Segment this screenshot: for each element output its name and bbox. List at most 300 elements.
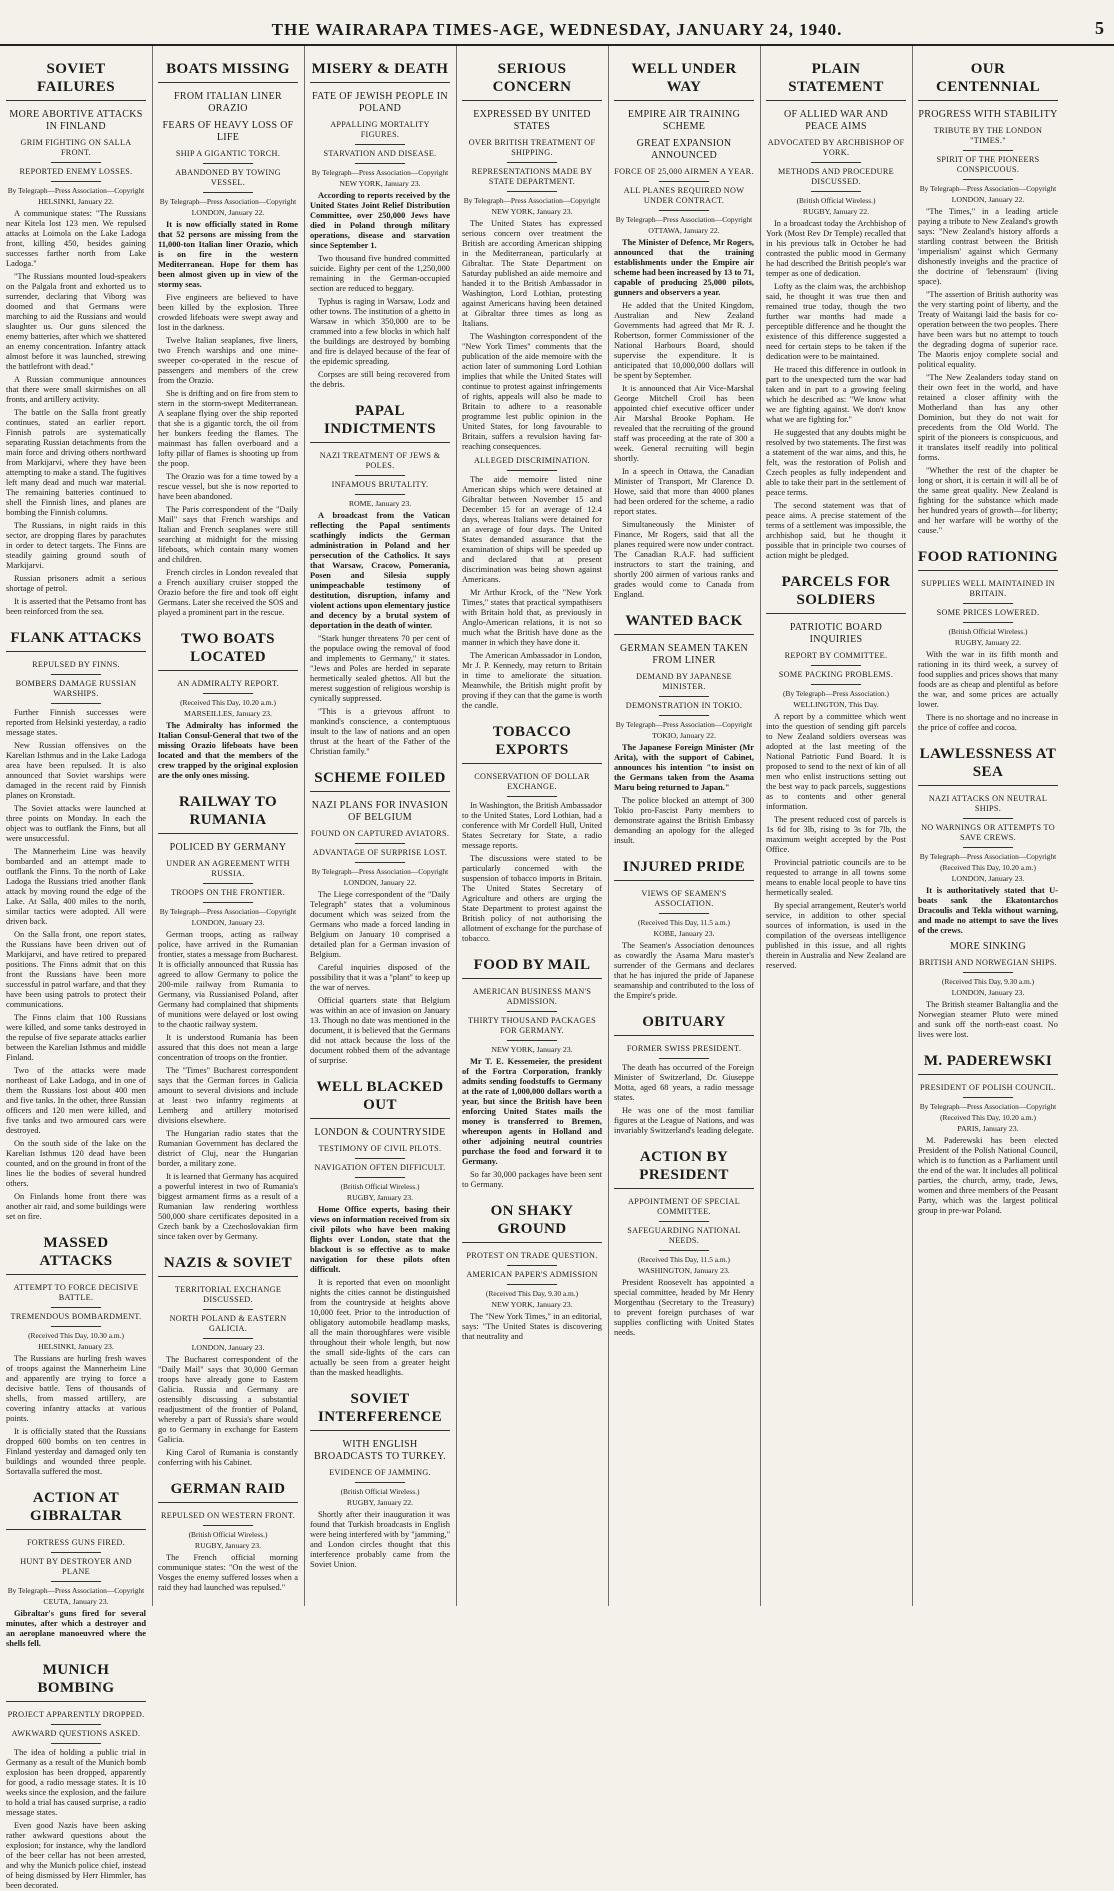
deck: TREMENDOUS BOMBARDMENT. (10, 1312, 142, 1321)
dateline: RUGBY, January 23. (194, 1541, 262, 1550)
deck: VIEWS OF SEAMEN'S ASSOCIATION. (641, 889, 727, 908)
divider (507, 1265, 557, 1266)
deck: ATTEMPT TO FORCE DECISIVE BATTLE. (13, 1283, 139, 1302)
paragraph-lead: A broadcast from the Vatican reflecting the Papal sentiments scathingly indicts the German administration in Poland and her persecution of the Catholics. It says that Warsaw, Cracow, Pomerania, Posen and Silesia supply unimpeachable testimony of destitution, disruption, infamy and violent actions upon elementary justice and decency by a brutal system of deportation in the death of winter. (310, 511, 450, 630)
deck: AWKWARD QUESTIONS ASKED. (11, 1729, 141, 1738)
byline: (Received This Day, 11.5 a.m.) (638, 918, 730, 927)
paragraph: "Whether the rest of the chapter be long or short, it is certain it will all be of the same great quality. New Zealand is fighting for the substance which made her hundred years of growth—for liberty; and her warfare will be worthy of the cause." (918, 466, 1058, 535)
paragraph: A communique states: "The Russians near Kitela lost 123 men. We repulsed attacks at Loimola on the Lake Ladoga front, killing 450, besides gaining successes farther north from Lake Ladoga." (6, 209, 146, 268)
byline: By Telegraph—Press Association—Copyright (311, 867, 449, 876)
headline: SOVIET FAILURES (6, 60, 146, 101)
divider (355, 163, 405, 164)
divider (203, 192, 253, 193)
divider (203, 163, 253, 164)
dateline: CEUTA, January 23. (43, 1597, 109, 1606)
headline: RAILWAY TO RUMANIA (158, 793, 298, 834)
column-2 (158, 48, 298, 1606)
headline: MISERY & DEATH (310, 60, 450, 83)
deck: PRESIDENT OF POLISH COUNCIL. (919, 1083, 1057, 1092)
byline: By Telegraph—Press Association—Copyright (919, 1102, 1057, 1111)
divider (203, 1338, 253, 1339)
byline: (Received This Day, 9.30 a.m.) (485, 1289, 579, 1298)
deck: DEMAND BY JAPANESE MINISTER. (636, 672, 732, 691)
divider (355, 862, 405, 863)
byline: (Received This Day, 10.20 a.m.) (940, 1113, 1036, 1122)
column-rule (608, 46, 609, 1606)
paragraph: The "New York Times," in an editorial, says: "The United States is discovering that neutrality and (462, 1312, 602, 1341)
paragraph: "The New Zealanders today stand on their own feet in the world, and have retained a closer affinity with the Motherland than has any other Dominion, but they do not wait for precedents from the Old World. The spirit of the pioneers is conspicuous, and it translates itself readily into political forms. (918, 373, 1058, 462)
divider (659, 1058, 709, 1059)
page-number: 5 (1095, 18, 1104, 38)
divider (51, 674, 101, 675)
subheadline: MORE ABORTIVE ATTACKS IN FINLAND (9, 109, 143, 132)
column-4 (462, 48, 602, 1606)
paragraph: The present reduced cost of parcels is 1s 6d for 3lb, rising to 3s for 7lb, the maximum weight accepted by the Post Office. (766, 815, 906, 854)
deck: SUPPLIES WELL MAINTAINED IN BRITAIN. (921, 579, 1055, 598)
byline: (By Telegraph—Press Association.) (783, 689, 889, 698)
deck: NORTH POLAND & EASTERN GALICIA. (169, 1314, 287, 1333)
column-rule (304, 46, 305, 1606)
deck: ADVOCATED BY ARCHBISHOP OF YORK. (767, 138, 905, 157)
paragraph: The American Ambassador in London, Mr J. P. Kennedy, may return to Britain in time to ameliorate the situation. Meanwhile, the British might profit by proving if they can that the game is worth the candle. (462, 651, 603, 710)
deck: STARVATION AND DISEASE. (323, 149, 437, 158)
deck: AMERICAN PAPER'S ADMISSION (466, 1270, 598, 1279)
paragraph: Russian prisoners admit a serious shortage of petrol. (6, 574, 146, 593)
paragraph: It is learned that Germany has acquired a powerful interest in two of Rumania's biggest armament firms as a result of a Rumanian law rendering worthless 500,000 share certificates deposited in a Czech bank by a Czechoslovakian firm since taken over by Germany. (158, 1172, 298, 1241)
paragraph: It is reported that even on moonlight nights the cities cannot be distinguished from the countryside at heights above 10,000 feet. Prior to the introduction of obligatory automobile headlamp masks, all the main thoroughfares were visible throughout their whole length, but now the small side-lights of the cars can actually be seen from a greater height than the masked headlights. (310, 1278, 450, 1377)
divider (811, 191, 861, 192)
dateline: WASHINGTON, January 23. (638, 1266, 730, 1275)
deck: PROJECT APPARENTLY DROPPED. (7, 1710, 145, 1719)
paragraph: German troops, acting as railway police, have arrived in the Rumanian frontier, states a message from Bucharest. It is officially announced that Russia has agreed to allow Germany to police the 200-mile railway from Rumania to Germany, via Russianised Poland, after Germany had complained that shipments of munitions were delayed or lost owing to the chaotic railway system. (158, 930, 298, 1029)
divider (51, 1581, 101, 1582)
divider (963, 847, 1013, 848)
dateline: LONDON, January 22. (343, 878, 417, 887)
dateline: OTTAWA, January 22. (648, 226, 720, 235)
divider (203, 883, 253, 884)
paragraph: She is drifting and on fire from stem to stern in the storm-swept Mediterranean. A seaplane flying over the ship reported that she is a gigantic torch, the oil from her bunkers feeding the flames. The mainmast has fallen overboard and a lofty pillar of flames is shooting up from the poop. (158, 389, 298, 468)
paragraph: The Russians, in night raids in this sector, are dropping flares by parachutes in order to detect targets. The Finns are steadily gaining ground south of Markijarvi. (6, 521, 146, 570)
byline: By Telegraph—Press Association—Copyright (615, 720, 753, 729)
divider (659, 913, 709, 914)
headline: ON SHAKY GROUND (462, 1202, 602, 1243)
paragraph: Two thousand five hundred committed suicide. Eighty per cent of the 1,250,000 remaining in the German-occupied section are reduced to beggary. (310, 254, 450, 293)
column-rule (456, 46, 457, 1606)
divider (51, 703, 101, 704)
paragraph: The Mannerheim Line was heavily bombarded and an attempt made to outflank the Finns. To the north of Lake Ladoga the Russians tried another flank attack by moving round the edge of the Lake. At Salla, 400 miles to the north, similar tactics were adopted. All were driven back. (6, 847, 146, 926)
divider (507, 162, 557, 163)
deck: TROOPS ON THE FRONTIER. (170, 888, 286, 897)
headline: SOVIET INTERFERENCE (310, 1390, 450, 1431)
divider (507, 1284, 557, 1285)
dateline: RUGBY, January 22. (802, 207, 870, 216)
paragraph: There is no shortage and no increase in the price of coffee and cocoa. (918, 713, 1058, 732)
divider (963, 179, 1013, 180)
byline: (British Official Wireless.) (188, 1530, 268, 1539)
paragraph: French circles in London revealed that a French auxiliary cruiser stopped the Orazio before the fire and took off eight Germans. Later she received the SOS and played a prominent part in the rescue. (158, 568, 298, 617)
paragraph-lead: It is authoritatively stated that U-boats sank the Ekatontarchos Dracoulis and Tekla without warning, and made no attempt to save the lives of the crews. (918, 886, 1058, 935)
divider (507, 1011, 557, 1012)
paragraph: He added that the United Kingdom, Australian and New Zealand Governments had agreed that Mr R. J. Robertson, former Commissioner of the National Harbours Board, should supervise the expenditure. It is anticipated that 10,000,000 dollars will be spent by September. (614, 301, 754, 380)
paragraph-lead: According to reports received by the United States Joint Relief Distribution Committee, over 250,000 Jews have died in Poland through military operations, disease and starvation since September 1. (310, 191, 450, 250)
deck: REPORTED ENEMY LOSSES. (19, 167, 133, 176)
paragraph: Lofty as the claim was, the archbishop said, he thought it was true then and remained true today, though the two further war months had made a perceptible difference and he thought the existence of this difference suggested a need for certain steps to be taken if the dedication were to be maintained. (766, 282, 906, 361)
divider (659, 181, 709, 182)
paragraph: M. Paderewski has been elected President of the Polish National Council, which is to function as a Parliament until the end of the war. It includes all political parties, the church, army, trade, Jews, women and three members of the Peasant Party, which was the largest political group in pre-war Poland. (918, 1136, 1058, 1215)
column-3 (310, 48, 450, 1606)
deck: FOUND ON CAPTURED AVIATORS. (310, 829, 450, 838)
paragraph: The battle on the Salla front greatly continues, stated an earlier report. Finnish patrols are systematically separating Russian detachments from the main force and driving others northward from Markijarvi, where they have been attempting to make a stand. The fugitives left many dead and much war material. The remaining batteries continued to shell the Finnish lines, and planes are bombing the Finnish columns. (6, 408, 146, 517)
divider (355, 144, 405, 145)
dateline: LONDON, January 22. (951, 195, 1025, 204)
paragraph: He was one of the most familiar figures at the League of Nations, and was invariably Switzerland's leading delegate. (614, 1106, 754, 1135)
headline: SERIOUS CONCERN (462, 60, 602, 101)
masthead (0, 0, 1114, 46)
headline: ACTION BY PRESIDENT (614, 1148, 754, 1189)
column-6 (766, 48, 906, 1606)
dateline: NEW YORK, January 23. (491, 1045, 573, 1054)
headline: GERMAN RAID (158, 1480, 298, 1503)
deck: SOME PRICES LOWERED. (936, 608, 1040, 617)
paragraph: "The Russians mounted loud-speakers on the Palgala front and exhorted us to surrender, declaring that Viborg was doomed and that Germans were marching to aid the Russians and would slaughter us. Our guns silenced the enemy batteries, after which we shattered an enemy concentration. Infantry attack almost before it was launched, strewing the battlefront with dead." (6, 272, 146, 371)
byline: By Telegraph—Press Association—Copyright (919, 184, 1057, 193)
byline: (British Official Wireless.) (948, 627, 1028, 636)
deck: REPULSED ON WESTERN FRONT. (161, 1511, 295, 1520)
paragraph-lead: Home Office experts, basing their views on information received from six civil pilots who have been making flights over London, state that the blackout is so effective as to make navigation for these pilots often difficult. (310, 1205, 450, 1274)
divider (507, 1040, 557, 1041)
divider (51, 1552, 101, 1553)
divider (963, 972, 1013, 973)
divider (659, 715, 709, 716)
divider (963, 150, 1013, 151)
column-rule (760, 46, 761, 1606)
divider (51, 1307, 101, 1308)
divider (659, 696, 709, 697)
paragraph: The second statement was that of peace aims. A precise statement of the terms of a settlement was impossible, the archbishop said, but he thought it possible that in principle two courses of action might be pledged. (766, 501, 906, 560)
divider (355, 843, 405, 844)
paragraph-lead: The Admiralty has informed the Italian Consul-General that two of the missing Orazio lifeboats have been located and that the members of the crew trapped by the original explosion are the only ones missing. (158, 721, 298, 780)
paragraph: The Seamen's Association denounces as cowardly the Asama Maru master's surrender of the Germans and declares that he has injured the pride of Japanese seamanship and contributed to the loss of the Empire's pride. (614, 941, 754, 1000)
subheadline: NAZI PLANS FOR INVASION OF BELGIUM (311, 800, 449, 823)
deck: INFAMOUS BRUTALITY. (331, 480, 429, 489)
deck: HUNT BY DESTROYER AND PLANE (20, 1557, 132, 1576)
paragraph: Typhus is raging in Warsaw, Lodz and other towns. The institution of a ghetto in Warsaw in which 350,000 are to be crammed into a few blocks in which half the buildings are destroyed by bombing and fire is delayed because of the fear of the epidemic spreading. (310, 297, 450, 366)
deck: NAVIGATION OFTEN DIFFICULT. (314, 1163, 446, 1172)
deck: REPORT BY COMMITTEE. (784, 651, 888, 660)
divider (507, 470, 557, 471)
paragraph: "The assertion of British authority was the very starting point of liberty, and the Treaty of Waitangi laid the basis for co-operation between the two peoples. There have been wars but no attempt to touch the degrading dogma of superior race. The Maoris enjoy complete social and political equality. (918, 290, 1058, 369)
paragraph-lead: It is now officially stated in Rome that 52 persons are missing from the 11,000-ton Italian liner Orazio, which is on fire in the western Mediterranean. Hope for them has been almost given up in view of the stormy seas. (158, 220, 298, 289)
paragraph: The Liege correspondent of the "Daily Telegraph" states that a voluminous document which was seized from the Germans who made a forced landing in Belgium on January 10 comprised a detailed plan for a German invasion of Belgium. (310, 890, 450, 959)
paragraph: A report by a committee which went into the question of sending gift parcels to New Zealand soldiers overseas was adopted at the last meeting of the National Patriotic Fund Board. It is proposed to send to the next of kin of all men who enlist instructions setting out the best way to pack parcels, suggestions as to contents and other general information. (766, 712, 906, 811)
paragraph: It is announced that Air Vice-Marshal George Mitchell Croil has been appointed chief executive officer under Air Marshal Brooke Popham. He revealed that the recruiting of the ground staff was proceeding at the rate of 300 a week. General recruiting will begin shortly. (614, 384, 754, 463)
dateline: RUGBY, January 22. (954, 638, 1022, 647)
column-1 (6, 48, 146, 1890)
paragraph: Even good Nazis have been asking rather awkward questions about the explosion; for instance, why the landlord of the beer cellar has not been arrested, and why the Munich police chief, instead of being dismissed by Herr Himmler, has been decorated. (6, 1821, 146, 1890)
deck: OVER BRITISH TREATMENT OF SHIPPING. (468, 138, 596, 157)
dateline: NEW YORK, January 23. (491, 1300, 573, 1309)
dateline: PARIS, January 23. (957, 1124, 1019, 1133)
deck: ALL PLANES REQUIRED NOW UNDER CONTRACT. (623, 186, 745, 205)
headline: ACTION AT GIBRALTAR (6, 1489, 146, 1530)
headline: TWO BOATS LOCATED (158, 630, 298, 671)
byline: By Telegraph—Press Association—Copyright (7, 186, 145, 195)
headline: M. PADEREWSKI (918, 1052, 1058, 1075)
subheadline: EXPRESSED BY UNITED STATES (473, 109, 591, 132)
deck: GRIM FIGHTING ON SALLA FRONT. (20, 138, 132, 157)
dateline: HELSINKI, January 23. (38, 1342, 114, 1351)
headline: TOBACCO EXPORTS (462, 723, 602, 764)
subheadline: WITH ENGLISH BROADCASTS TO TURKEY. (314, 1439, 446, 1462)
deck: FORMER SWISS PRESIDENT. (626, 1044, 742, 1053)
paragraph: It is officially stated that the Russians dropped 600 bombs on ten centres in Finland yesterday and damaged only ten buildings and wounded three people. Sortavalla suffered the most. (6, 1427, 146, 1476)
dateline: NEW YORK, January 23. (339, 179, 421, 188)
divider (355, 1482, 405, 1483)
paragraph: With the war in its fifth month and rationing in its third week, a survey of food supplies and prices shows that many foods are as cheap and plentiful as before the war, and some prices are actually lower. (918, 650, 1058, 709)
paragraph: On Finlands home front there was another air raid, and some buildings were set on fire. (6, 1192, 146, 1221)
deck: EVIDENCE OF JAMMING. (329, 1468, 431, 1477)
paragraph: Provincial patriotic councils are to be requested to arrange in all towns some means to enable local people to have tins hermetically sealed. (766, 858, 906, 897)
headline: PAPAL INDICTMENTS (310, 402, 450, 443)
divider (51, 1326, 101, 1327)
paragraph: The Washington correspondent of the "New York Times" comments that the publication of the aide memoire with the action later of summoning Lord Lothian implies that while the United States will continue to protest against infringements of rights, appeals will also be made to Britain to adhere to a reasonable programme lest public opinion in the United States, for long favourable to Britain, suffers a revulsion having far-reaching consequences. (462, 332, 602, 451)
paragraph: "Stark hunger threatens 70 per cent of the populace owing the removal of food and implements to Germany," it states. "Jews and Poles are herded in separate hermetically sealed ghettos. All but the merest suggestion of religious worship is cynically suppressed. (310, 634, 450, 703)
divider (659, 210, 709, 211)
divider (963, 622, 1013, 623)
subheadline: FROM ITALIAN LINER ORAZIO (174, 91, 282, 114)
paragraph: By special arrangement, Reuter's world service, in addition to other special sources of information, is used in the compilation of the overseas intelligence published in this issue, and all rights therein in Australia and New Zealand are reserved. (766, 901, 906, 970)
deck: TESTIMONY OF CIVIL PILOTS. (318, 1144, 442, 1153)
paragraph: A Russian communique announces that there were small skirmishes on all fronts, and artillery activity. (6, 375, 146, 404)
subheadline: MORE SINKING (949, 941, 1027, 952)
divider (51, 1743, 101, 1744)
paragraph: The Finns claim that 100 Russians were killed, and some tanks destroyed in the repulse of five separate attacks earlier between the Karelian Isthmus and middle Finland. (6, 1013, 146, 1062)
paragraph: King Carol of Rumania is constantly conferring with his Cabinet. (158, 1448, 298, 1467)
deck: AN ADMIRALTY REPORT. (177, 679, 279, 688)
paragraph: Two of the attacks were made northeast of Lake Ladoga, and in one of them the Russians lost about 400 men and five tanks. In the other, three Russian officers and 120 men were killed, and five tanks and two armoured cars were destroyed. (6, 1066, 146, 1135)
deck: SPIRIT OF THE PIONEERS CONSPICUOUS. (936, 155, 1040, 174)
headline: OBITUARY (614, 1013, 754, 1036)
divider (507, 191, 557, 192)
byline: By Telegraph—Press Association—Copyright (919, 852, 1057, 861)
paragraph: Careful inquiries disposed of the possibility that it was a "plant" to keep up the war of nerves. (310, 963, 450, 992)
byline: By Telegraph—Press Association—Copyright (463, 196, 601, 205)
paragraph: The police blocked an attempt of 300 Tokio pro-Fascist Party members to demonstrate against the British Embassy demanding an apology for the alleged insult. (614, 796, 754, 845)
deck: CONSERVATION OF DOLLAR EXCHANGE. (474, 772, 590, 791)
subheadline: EMPIRE AIR TRAINING SCHEME (627, 109, 741, 132)
paragraph-lead: Mr T. E. Kessemeier, the president of the Fortra Corporation, frankly admits sending foodstuffs to Germany at the rate of 1,000,000 dollars worth a year, but since the British have been enforcing United States mails the money is transferred to Bremen, whereupon agents in Holland and other adjoining neutral countries purchase the food and forward it to Germany. (462, 1057, 602, 1166)
deck: NO WARNINGS OR ATTEMPTS TO SAVE CREWS. (921, 823, 1055, 842)
dateline: RUGBY, January 23. (346, 1193, 414, 1202)
deck: ABANDONED BY TOWING VESSEL. (175, 168, 281, 187)
dateline: RUGBY, January 22. (346, 1498, 414, 1507)
subheadline: FEARS OF HEAVY LOSS OF LIFE (162, 120, 294, 143)
deck: SHIP A GIGANTIC TORCH. (175, 149, 281, 158)
deck: DEMONSTRATION IN TOKIO. (625, 701, 743, 710)
byline: By Telegraph—Press Association—Copyright (7, 1586, 145, 1595)
byline: (Received This Day, 9.30 a.m.) (941, 977, 1035, 986)
subheadline: FATE OF JEWISH PEOPLE IN POLAND (312, 91, 448, 114)
subheadline: GREAT EXPANSION ANNOUNCED (636, 138, 732, 161)
masthead-title: THE WAIRARAPA TIMES-AGE, WEDNESDAY, JANUARY 24, 1940. (271, 20, 843, 39)
deck: FORTRESS GUNS FIRED. (26, 1538, 126, 1547)
dateline: LONDON, January 23. (191, 1343, 265, 1352)
paragraph: "This is a grievous affront to mankind's conscience, a contemptuous insult to the law of nations and an open thrust at the heart of the Father of the Christian family." (310, 707, 450, 756)
headline: PARCELS FOR SOLDIERS (766, 573, 906, 614)
deck: BRITISH AND NORWEGIAN SHIPS. (918, 958, 1058, 967)
deck: BOMBERS DAMAGE RUSSIAN WARSHIPS. (15, 679, 137, 698)
headline: FLANK ATTACKS (6, 629, 146, 652)
deck: AMERICAN BUSINESS MAN'S ADMISSION. (472, 987, 592, 1006)
deck: FORCE OF 25,000 AIRMEN A YEAR. (614, 167, 754, 176)
paragraph: New Russian offensives on the Karelian Isthmus and in the Lake Ladoga area have been repulsed. It is also announced that Soviet warships were damaged in the recent raid by Finnish planes on Kronstadt. (6, 741, 146, 800)
divider (355, 1177, 405, 1178)
deck: TERRITORIAL EXCHANGE DISCUSSED. (174, 1285, 282, 1304)
divider (659, 1250, 709, 1251)
divider (811, 162, 861, 163)
paragraph: The United States has expressed serious concern over treatment the British are according American shipping in the Mediterranean, particularly at Gibraltar. The State Department on Saturday published an aide memoire and handed it to the British Ambassador in Washington, Lord Lothian, protesting against Americans having been detained at Gibraltar three times as long as Italians. (462, 219, 602, 328)
paragraph: On the south side of the lake on the Karelian Isthmus 120 dead have been counted, and on the ground in front of the lines lie the bodies of several hundred others. (6, 1139, 146, 1188)
divider (963, 603, 1013, 604)
paragraph: Corpses are still being recovered from the debris. (310, 370, 450, 389)
headline: WELL BLACKED OUT (310, 1078, 450, 1119)
deck: APPOINTMENT OF SPECIAL COMMITTEE. (628, 1197, 740, 1216)
headline: PLAIN STATEMENT (766, 60, 906, 101)
headline: LAWLESSNESS AT SEA (918, 745, 1058, 786)
paragraph-lead: The Minister of Defence, Mr Rogers, announced that the training establishments under the Empire air scheme had been increased by 13 to 71, capable of producing 25,000 pilots, gunners and observers a year. (614, 238, 754, 297)
divider (203, 1309, 253, 1310)
paragraph: Shortly after their inauguration it was found that Turkish broadcasts in English were being interfered with by "jamming," and London circles thought that this interference probably came from the Soviet Union. (310, 1510, 450, 1569)
dateline: ROME, January 23. (348, 499, 412, 508)
dateline: LONDON, January 23. (191, 918, 265, 927)
headline: FOOD RATIONING (918, 548, 1058, 571)
paragraph: Further Finnish successes were reported from Helsinki yesterday, a radio message states. (6, 708, 146, 737)
paragraph: On the Salla front, one report states, the Russians have been driven out of Markijarvi, and have retired to prepared positions. The Finns admit that on this front the Russians have been more successful in patrol warfare, and that they have been using patrols to protect their communications. (6, 930, 146, 1009)
paragraph-lead: The Japanese Foreign Minister (Mr Arita), with the support of Cabinet, announces his intention "to insist on the Germans taken from the Asama Maru being returned to Japan." (614, 743, 754, 792)
deck: METHODS AND PROCEDURE DISCUSSED. (778, 167, 894, 186)
divider (355, 1158, 405, 1159)
subheadline: GERMAN SEAMEN TAKEN FROM LINER (619, 643, 749, 666)
paragraph: Simultaneously the Minister of Finance, Mr Rogers, said that all the planes required were now under contract. The Canadian R.A.F. had sufficient instructors to start the training, and shortly 200 airmen of various ranks and grades would come to Canada from England. (614, 520, 754, 599)
headline: INJURED PRIDE (614, 858, 754, 881)
deck: APPALLING MORTALITY FIGURES. (330, 120, 430, 139)
paragraph: Official quarters state that Belgium was within an ace of invasion on January 13. Though no date was mentioned in the document, it is believed that the Germans did not attack because the loss of the document robbed them of the advantage of surprise. (310, 996, 450, 1065)
byline: (British Official Wireless.) (340, 1182, 420, 1191)
divider (51, 181, 101, 182)
paragraph: The death has occurred of the Foreign Minister of Switzerland, Dr. Giuseppe Motta, aged 68 years, a radio message states. (614, 1063, 754, 1102)
column-7 (918, 48, 1058, 1606)
divider (963, 818, 1013, 819)
divider (507, 796, 557, 797)
subheadline: OF ALLIED WAR AND PEACE AIMS (783, 109, 889, 132)
deck: REPULSED BY FINNS. (32, 660, 120, 669)
paragraph: The Soviet attacks were launched at three points on Monday. In each the object was to outflank the Finns, but all were unsuccessful. (6, 804, 146, 843)
dateline: LONDON, January 23. (951, 988, 1025, 997)
deck: PROTEST ON TRADE QUESTION. (466, 1251, 598, 1260)
paragraph: The French official morning communique states: "On the west of the Vosges the enemy suffered losses when a raid they had launched was repulsed." (158, 1553, 298, 1592)
headline: NAZIS & SOVIET (158, 1254, 298, 1277)
paragraph: He suggested that any doubts might be resolved by two statements. The first was a statement of the war aims, and this, he felt, was the restoration of Polish and Czech peoples as fully independent and able to take their part in the settlement of peace terms. (766, 428, 906, 497)
headline: MASSED ATTACKS (6, 1234, 146, 1275)
paragraph: The Bucharest correspondent of the "Daily Mail" says that 30,000 German troops have already gone to Eastern Galicia. Russia and Germany are ostensibly discussing a substantial readjustment of the frontier of Poland, whereby a part of Russia's share would go to Germany in exchange for Eastern Galicia. (158, 1355, 298, 1444)
paragraph: The Hungarian radio states that the Rumanian Government has declared the district of Cluj, near the Hungarian border, a military zone. (158, 1129, 298, 1168)
divider (963, 1097, 1013, 1098)
paragraph: President Roosevelt has appointed a special committee, headed by Mr Henry Morgenthau (Secretary to the Treasury) to prevent foreign purchases of war supplies conflicting with United States needs. (614, 1278, 754, 1337)
headline: FOOD BY MAIL (462, 956, 602, 979)
deck: SAFEGUARDING NATIONAL NEEDS. (627, 1226, 741, 1245)
paragraph: Mr Arthur Krock, of the "New York Times," states that practical sympathisers with Britain hold that, as previously in Anglo-American relations, it is not so much what the British have done as the manner in which they have done it. (462, 588, 602, 647)
deck: NAZI TREATMENT OF JEWS & POLES. (319, 451, 441, 470)
deck: NAZI ATTACKS ON NEUTRAL SHIPS. (928, 794, 1048, 813)
paragraph: The Paris correspondent of the "Daily Mail" says that French warships and Italian and French seaplanes were still searching at midnight for the missing lifeboats, which contain many women and children. (158, 505, 298, 564)
headline: SCHEME FOILED (310, 769, 450, 792)
headline: MUNICH BOMBING (6, 1661, 146, 1702)
headline: WANTED BACK (614, 612, 754, 635)
paragraph: The idea of holding a public trial in Germany as a result of the Munich bomb explosion has been dropped, apparently for good, a radio message states. It is 10 weeks since the explosion, and the failure to hold a trial has caused surprise, a radio message states. (6, 1748, 146, 1817)
headline: BOATS MISSING (158, 60, 298, 83)
paragraph: "The Times," in a leading article paying a tribute to New Zealand's growth says: "New Zealand's history affords a startling contrast between the British 'imperialism' against which Germany dishonestly inveighs and the practice of the doctrine of 'lebensraum' (living space). (918, 207, 1058, 286)
subheadline: PATRIOTIC BOARD INQUIRIES (789, 622, 883, 645)
byline: (Received This Day, 10.20 a.m.) (940, 863, 1036, 872)
paragraph: Twelve Italian seaplanes, five liners, two French warships and one mine-sweeper co-operated in the rescue of passengers and members of the crew from the Orazio. (158, 336, 298, 385)
divider (203, 693, 253, 694)
byline: (British Official Wireless.) (796, 196, 876, 205)
divider (355, 475, 405, 476)
deck: UNDER AN AGREEMENT WITH RUSSIA. (166, 859, 290, 878)
dateline: LONDON, January 22. (191, 208, 265, 217)
dateline: KOBE, January 23. (653, 929, 715, 938)
divider (51, 1724, 101, 1725)
dateline: HELSINKI, January 22. (38, 197, 114, 206)
divider (51, 162, 101, 163)
paragraph-lead: Gibraltar's guns fired for several minutes, after which a destroyer and an aeroplane manoeuvred where the shells fell. (6, 1609, 146, 1648)
byline: (Received This Day, 11.5 a.m.) (638, 1255, 730, 1264)
paragraph: It is understood Rumania has been assured that this does not mean a large concentration of troops on the frontier. (158, 1033, 298, 1062)
byline: By Telegraph—Press Association—Copyright (159, 907, 297, 916)
divider (659, 1221, 709, 1222)
paragraph: The aide memoire listed nine American ships which were detained at Gibraltar between November 15 and December 15 for an average of 12.4 days, whereas Italians were detained for an average of four days. The United States demanded assurance that the examination of ships will be speeded up and declared that at present discrimination was being shown against Americans. (462, 475, 602, 584)
byline: (British Official Wireless.) (340, 1487, 420, 1496)
paragraph: In Washington, the British Ambassador to the United States, Lord Lothian, had a conference with Mr Cordell Hull, United States Secretary for State, a radio message reports. (462, 801, 602, 850)
column-rule (152, 46, 153, 1606)
divider (203, 902, 253, 903)
byline: By Telegraph—Press Association—Copyright (615, 215, 753, 224)
dateline: MARSEILLES, January 23. (184, 709, 272, 718)
dateline: LONDON, January 23. (951, 874, 1025, 883)
paragraph: The Orazio was for a time towed by a rescue vessel, but she is now reported to have been abandoned. (158, 472, 298, 501)
byline: (Received This Day, 10.20 a.m.) (180, 698, 276, 707)
headline: OUR CENTENNIAL (918, 60, 1058, 101)
deck: ALLEGED DISCRIMINATION. (473, 456, 591, 465)
paragraph: The "Times" Bucharest correspondent says that the German forces in Galicia amount to several divisions and include at least two infantry regiments at Lemberg and artillery motorised divisions elsewhere. (158, 1066, 298, 1125)
subheadline: POLICED BY GERMANY (169, 842, 287, 853)
paragraph: The British steamer Baltanglia and the Norwegian steamer Pluto were mined and sunk off the north-east coast. No lives were lost. (918, 1000, 1058, 1039)
paragraph: The Russians are hurling fresh waves of troops against the Mannerheim Line and apparently are trying to force a decisive battle. Tens of thousands of shells, from massed artillery, are covering infantry attacks at various points. (6, 1354, 146, 1423)
byline: By Telegraph—Press Association—Copyright (311, 168, 449, 177)
divider (203, 1525, 253, 1526)
paragraph: In a broadcast today the Archbishop of York (Most Rev Dr Temple) recalled that in his previous talk in October he had contrasted the public mood in Germany he had described the British people's war temper as one of dedication. (766, 219, 906, 278)
subheadline: LONDON & COUNTRYSIDE (314, 1127, 446, 1138)
byline: By Telegraph—Press Association—Copyright (159, 197, 297, 206)
dateline: WELLINGTON, This Day. (793, 700, 879, 709)
column-rule (912, 46, 913, 1606)
headline: WELL UNDER WAY (614, 60, 754, 101)
deck: REPRESENTATIONS MADE BY STATE DEPARTMENT. (471, 167, 593, 186)
deck: THIRTY THOUSAND PACKAGES FOR GERMANY. (468, 1016, 596, 1035)
byline: (Received This Day, 10.30 a.m.) (28, 1331, 124, 1340)
deck: ADVANTAGE OF SURPRISE LOST. (312, 848, 448, 857)
paragraph: It is asserted that the Petsamo front has been reinforced from the sea. (6, 597, 146, 616)
